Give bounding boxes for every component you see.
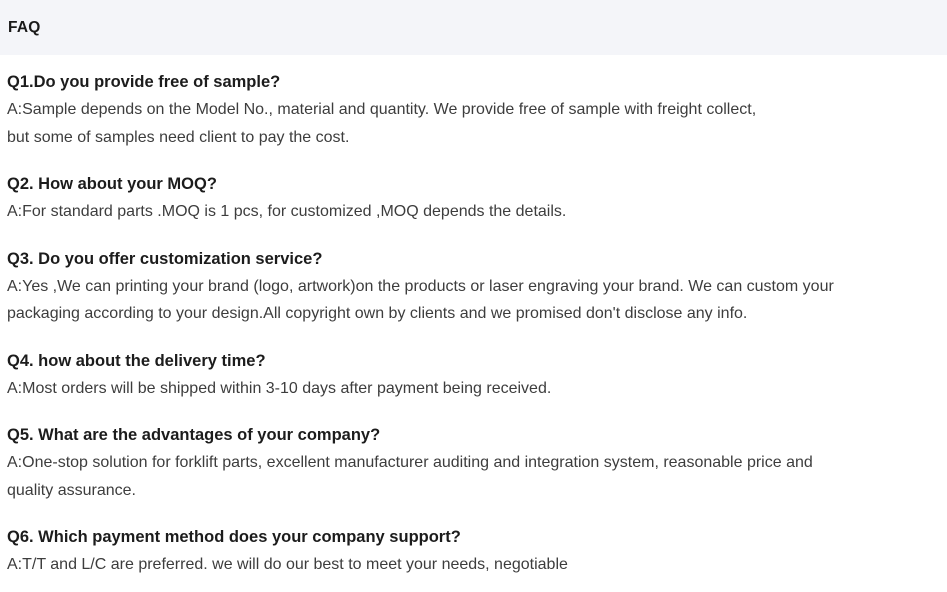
faq-item <box>7 245 939 328</box>
faq-question: Q1.Do you provide free of sample? <box>7 73 281 91</box>
faq-question: Q2. How about your MOQ? <box>7 175 217 193</box>
faq-answer-line: packaging according to your design.All copyright own by clients and we promised don't disclose any info. <box>7 305 748 322</box>
faq-section-title: FAQ <box>8 18 41 36</box>
faq-item <box>7 68 939 151</box>
faq-list <box>0 55 947 579</box>
faq-answer-line: quality assurance. <box>7 481 136 499</box>
faq-item <box>7 170 939 226</box>
faq-answer-line: A:T/T and L/C are preferred. we will do our best to meet your needs, negotiable <box>7 556 568 573</box>
faq-answer-line: A:One-stop solution for forklift parts, excellent manufacturer auditing and integration system, reasonable price and <box>7 454 813 471</box>
faq-answer-line: but some of samples need client to pay the cost. <box>7 128 350 146</box>
faq-question: Q5. What are the advantages of your company? <box>7 426 381 444</box>
faq-answer-line: A:Yes ,We can printing your brand (logo, artwork)on the products or laser engraving your brand. We can custom your <box>7 277 834 295</box>
faq-item <box>7 421 939 504</box>
faq-answer-line: A:Sample depends on the Model No., material and quantity. We provide free of sample with freight collect, <box>7 101 757 118</box>
faq-section-header <box>0 0 947 55</box>
faq-question: Q3. Do you offer customization service? <box>7 249 323 268</box>
faq-item <box>7 347 939 403</box>
faq-question: Q4. how about the delivery time? <box>7 351 266 370</box>
faq-item <box>7 523 939 579</box>
faq-answer-line: A:For standard parts .MOQ is 1 pcs, for customized ,MOQ depends the details. <box>7 203 567 220</box>
faq-answer-line: A:Most orders will be shipped within 3-10 days after payment being received. <box>7 379 552 397</box>
faq-question: Q6. Which payment method does your company support? <box>7 528 461 546</box>
